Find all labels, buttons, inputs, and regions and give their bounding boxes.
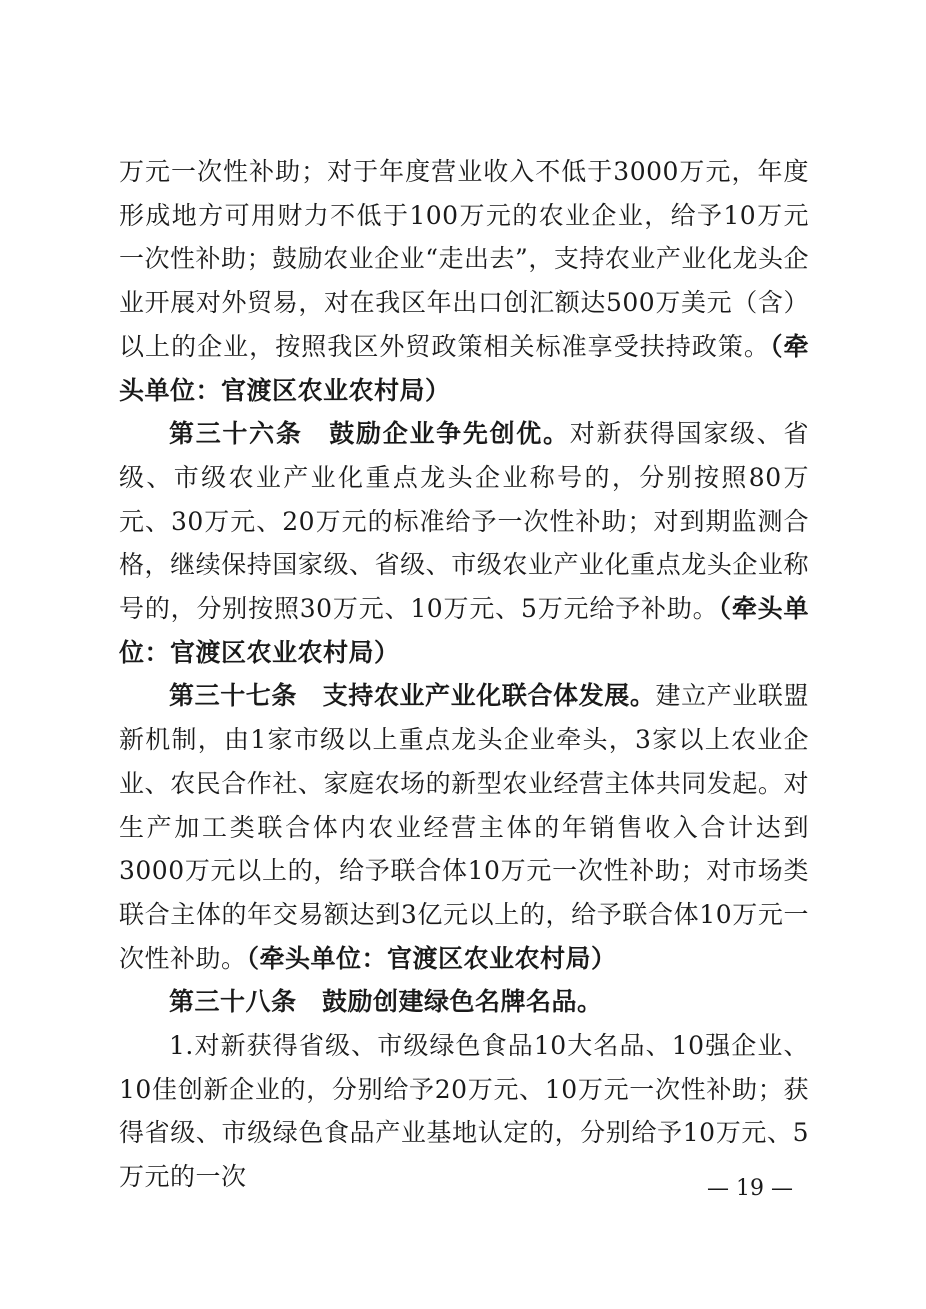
article-37	[119, 674, 809, 980]
lead-unit: （牵头单位：官渡区农业农村局）	[246, 943, 617, 973]
lead-unit: （牵头单位：官渡区农业农村局）	[119, 331, 809, 405]
paragraph-text: 万元一次性补助；对于年度营业收入不低于3000万元，年度形成地方可用财力不低于100万元的农业企业，给予10万元一次性补助；鼓励农业企业“走出去”，支持农业产业化龙头企业开展对外贸易，对在我区年出口创汇额达500万美元（含）以上的企业，按照我区外贸政策相关标准享受扶持政策。	[119, 157, 809, 361]
paragraph-text: 1.对新获得省级、市级绿色食品10大名品、10强企业、10佳创新企业的，分别给予20万元、10万元一次性补助；获得省级、市级绿色食品产业基地认定的，分别给予10万元、5万元的一次	[119, 1031, 809, 1192]
paragraph-text: 建立产业联盟新机制，由1家市级以上重点龙头企业牵头，3家以上农业企业、农民合作社、家庭农场的新型农业经营主体共同发起。对生产加工类联合体内农业经营主体的年销售收入合计达到3000万元以上的，给予联合体10万元一次性补助；对市场类联合主体的年交易额达到3亿元以上的，给予联合体10万元一次性补助。	[119, 681, 809, 973]
paragraph-text: 对新获得国家级、省级、市级农业产业化重点龙头企业称号的，分别按照80万元、30万元、20万元的标准给予一次性补助；对到期监测合格，继续保持国家级、省级、市级农业产业化重点龙头企业称号的，分别按照30万元、10万元、5万元给予补助。	[119, 419, 809, 624]
article-title: 第三十六条 鼓励企业争先创优。	[169, 419, 570, 449]
body-text	[119, 150, 809, 1199]
lead-unit: （牵头单位：官渡区农业农村局）	[119, 594, 809, 667]
article-title: 第三十七条 支持农业产业化联合体发展。	[169, 681, 656, 711]
article-38-item-1	[119, 1024, 809, 1199]
article-36	[119, 412, 809, 674]
article-38	[119, 980, 809, 1024]
paragraph-continuation	[119, 150, 809, 412]
article-title: 第三十八条 鼓励创建绿色名牌名品。	[169, 987, 603, 1017]
page-number: — 19 —	[707, 1176, 793, 1201]
